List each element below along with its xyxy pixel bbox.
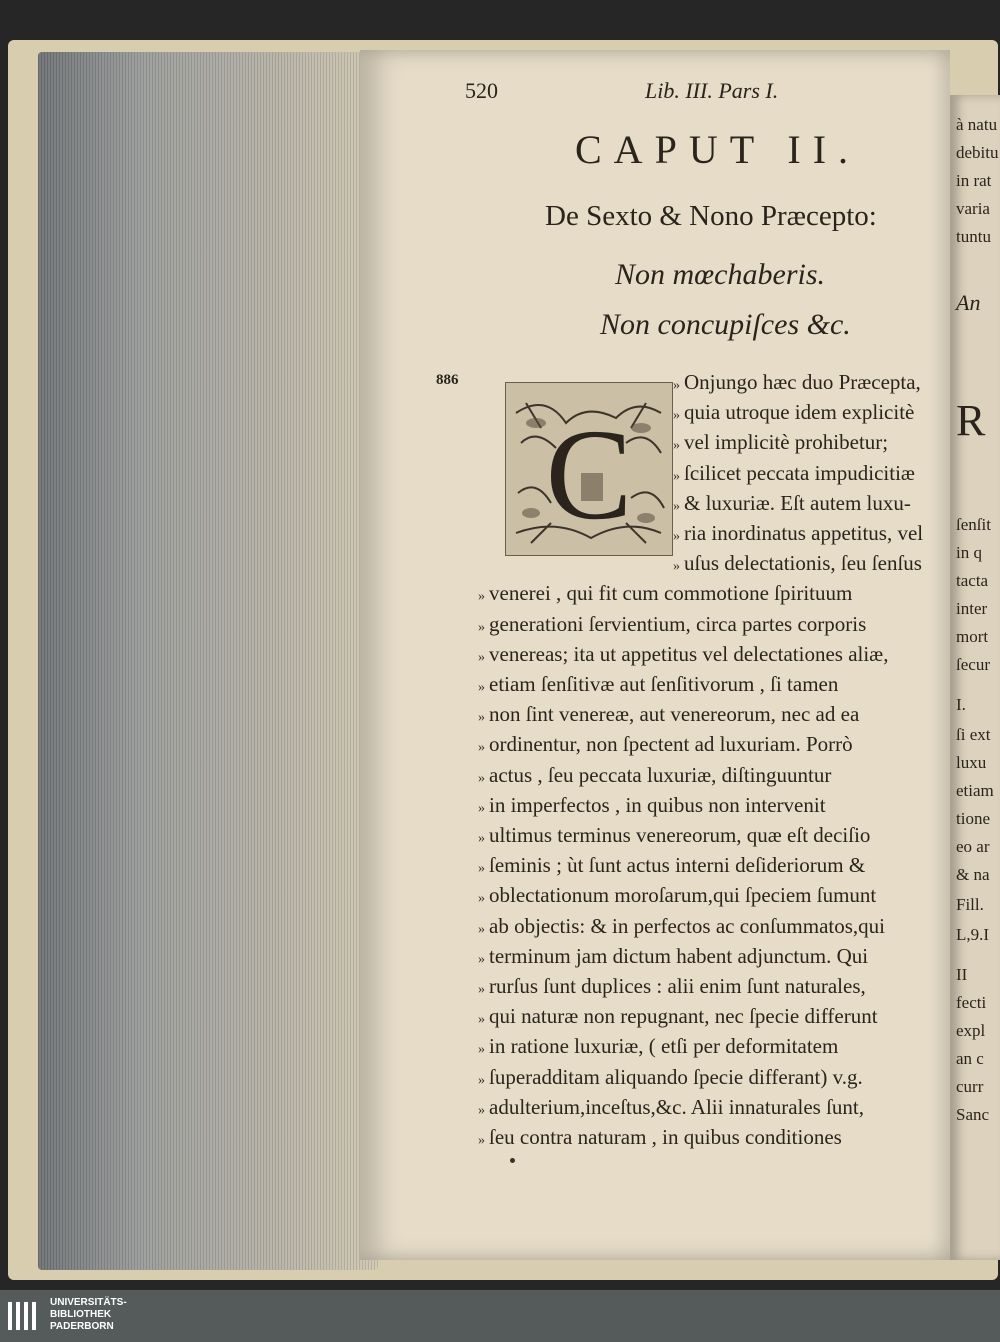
library-name: [50, 1297, 127, 1333]
text-line-content: ſeminis ; ùt ſunt actus interni deſideriorum &: [489, 853, 866, 878]
decorated-initial: [505, 382, 673, 556]
right-page-line: Sanc: [956, 1105, 990, 1124]
motto-line: Non concupiſces &c.: [600, 308, 851, 341]
text-line-content: generationi ſervientium, circa partes corporis: [489, 611, 867, 636]
right-page-line: expl: [956, 1021, 986, 1040]
text-line: [478, 974, 866, 1002]
right-page-line: & na: [956, 865, 990, 884]
text-line-content: ordinentur, non ſpectent ad luxuriam. Porrò: [489, 732, 853, 757]
text-line-content: in imperfectos , in quibus non intervenit: [489, 792, 826, 817]
quote-mark: »: [673, 468, 680, 484]
right-page-line: ſecur: [956, 655, 990, 674]
quote-mark: »: [673, 378, 680, 393]
text-line: [478, 944, 868, 972]
quote-mark: »: [478, 831, 485, 846]
quote-mark: »: [478, 891, 485, 907]
right-page-line: II: [956, 965, 968, 984]
right-page-line: à natu: [956, 115, 998, 134]
right-page-line: tacta: [956, 571, 989, 590]
text-line: [478, 1065, 863, 1093]
right-page-line: Fill.: [956, 895, 984, 914]
text-line-content: ria inordinatus appetitus, vel: [684, 521, 924, 545]
text-line: [478, 732, 853, 760]
right-page-line: eo ar: [956, 837, 990, 856]
quote-mark: »: [478, 800, 485, 816]
right-page-line: in q: [956, 543, 982, 562]
quote-mark: »: [478, 1072, 485, 1088]
text-line: [673, 521, 923, 549]
text-line: [478, 581, 852, 609]
right-page-line: etiam: [956, 781, 994, 800]
quote-mark: »: [478, 1102, 485, 1118]
text-line: [478, 672, 838, 700]
text-line: [478, 1095, 864, 1123]
quote-mark: »: [478, 649, 485, 665]
text-line-content: venereas; ita ut appetitus vel delectationes aliæ,: [489, 641, 889, 666]
text-line-content: uſus delectationis, ſeu ſenſus: [684, 551, 922, 576]
text-line-content: ultimus terminus venereorum, quæ eſt deciſio: [489, 823, 871, 847]
text-line: [478, 1034, 838, 1062]
quote-mark: »: [673, 559, 680, 575]
text-line: [478, 883, 876, 911]
quote-mark: »: [478, 1012, 485, 1028]
text-line: [478, 702, 859, 730]
right-page-line: ſi ext: [956, 725, 991, 744]
text-line-content: Onjungo hæc duo Præcepta,: [684, 370, 921, 394]
right-page-line: L,9.I: [956, 925, 990, 944]
text-line: [478, 612, 866, 640]
quote-mark: »: [478, 1042, 485, 1058]
page-number: 520: [465, 78, 498, 103]
text-line: [478, 823, 870, 851]
text-line: [673, 370, 921, 398]
initial-letter: C: [545, 403, 633, 547]
text-line-content: vel implicitè prohibetur;: [684, 430, 889, 455]
right-page-line: mort: [956, 627, 989, 646]
text-line: [673, 551, 922, 579]
foliage-ornament-icon: [506, 383, 672, 555]
text-line-content: quia utroque idem explicitè: [684, 400, 915, 425]
library-footer: [0, 1290, 1000, 1342]
right-page-line: curr: [956, 1077, 984, 1096]
quote-mark: »: [478, 770, 485, 786]
quote-mark: »: [478, 589, 485, 605]
text-line-content: ab objectis: & in perfectos ac conſummatos,qui: [489, 913, 885, 938]
right-page-line: R: [956, 396, 986, 445]
text-line: [478, 642, 888, 670]
page-edges: [38, 52, 378, 1270]
right-page-line: ſenſit: [956, 515, 991, 534]
chapter-heading: CAPUT II.: [575, 127, 861, 172]
text-line-content: ſcilicet peccata impudicitiæ: [684, 460, 915, 485]
text-line-content: terminum jam dictum habent adjunctum. Qui: [489, 943, 869, 968]
text-line: [673, 461, 915, 489]
quote-mark: »: [478, 680, 485, 695]
text-line: [673, 491, 911, 519]
text-line: [478, 793, 826, 821]
text-line: [478, 1125, 842, 1153]
right-page-line: fecti: [956, 993, 987, 1012]
text-line-content: non ſint venereæ, aut venereorum, nec ad ea: [489, 702, 860, 727]
right-page-line: luxu: [956, 753, 987, 772]
quote-mark: »: [673, 529, 680, 544]
text-line: [478, 1004, 878, 1032]
motto-line: Non mœchaberis.: [615, 258, 825, 291]
text-line: [478, 763, 831, 791]
right-page-line: in rat: [956, 171, 992, 190]
text-line-content: ſuperadditam aliquando ſpecie differant) v.g.: [489, 1064, 863, 1089]
quote-mark: »: [478, 710, 485, 726]
right-page-line: debitu: [956, 143, 999, 162]
quote-mark: »: [478, 861, 485, 877]
quote-mark: »: [673, 408, 680, 424]
right-page-line: an c: [956, 1049, 984, 1068]
running-title: Lib. III. Pars I.: [645, 78, 779, 103]
text-line-content: & luxuriæ. Eſt autem luxu-: [684, 490, 911, 515]
right-page-line: varia: [956, 199, 990, 218]
text-line: [478, 914, 885, 942]
text-line-content: oblectationum moroſarum,qui ſpeciem ſumunt: [489, 883, 877, 908]
right-page-line: tuntu: [956, 227, 991, 246]
library-logo-icon: [6, 1298, 42, 1334]
text-line-content: actus , ſeu peccata luxuriæ, diſtinguuntur: [489, 762, 832, 787]
right-page-fragment: [950, 95, 1000, 1260]
text-line-content: in ratione luxuriæ, ( etſi per deformitatem: [489, 1034, 839, 1059]
text-line-content: venerei , qui fit cum commotione ſpirituum: [489, 581, 853, 606]
quote-mark: »: [478, 740, 485, 756]
ink-mark: [510, 1158, 515, 1163]
chapter-subtitle: De Sexto & Nono Præcepto:: [545, 200, 877, 232]
quote-mark: »: [478, 982, 485, 997]
library-name-line: BIBLIOTHEK: [50, 1309, 112, 1320]
text-line-content: rurſus ſunt duplices : alii enim ſunt naturales,: [489, 974, 866, 998]
text-line: [673, 400, 914, 428]
left-page: [360, 50, 950, 1260]
quote-mark: »: [673, 498, 680, 514]
text-line: [478, 853, 865, 881]
text-line-content: qui naturæ non repugnant, nec ſpecie differunt: [489, 1004, 878, 1029]
right-page-line: inter: [956, 599, 988, 618]
quote-mark: »: [478, 951, 485, 967]
text-line-content: ſeu contra naturam , in quibus conditiones: [489, 1125, 842, 1149]
quote-mark: »: [478, 1133, 485, 1148]
right-page-line: I.: [956, 695, 966, 714]
quote-mark: »: [478, 619, 485, 635]
text-line-content: etiam ſenſitivæ aut ſenſitivorum , ſi tamen: [489, 672, 839, 696]
text-line: [673, 430, 888, 458]
text-line-content: adulterium,inceſtus,&c. Alii innaturales ſunt,: [489, 1094, 865, 1119]
library-name-line: UNIVERSITÄTS-: [50, 1297, 127, 1308]
library-name-line: PADERBORN: [50, 1321, 114, 1332]
right-page-line: tione: [956, 809, 990, 828]
quote-mark: »: [478, 921, 485, 937]
paragraph-number: 886: [436, 372, 459, 388]
quote-mark: »: [673, 438, 680, 454]
right-page-line: An: [956, 290, 981, 315]
